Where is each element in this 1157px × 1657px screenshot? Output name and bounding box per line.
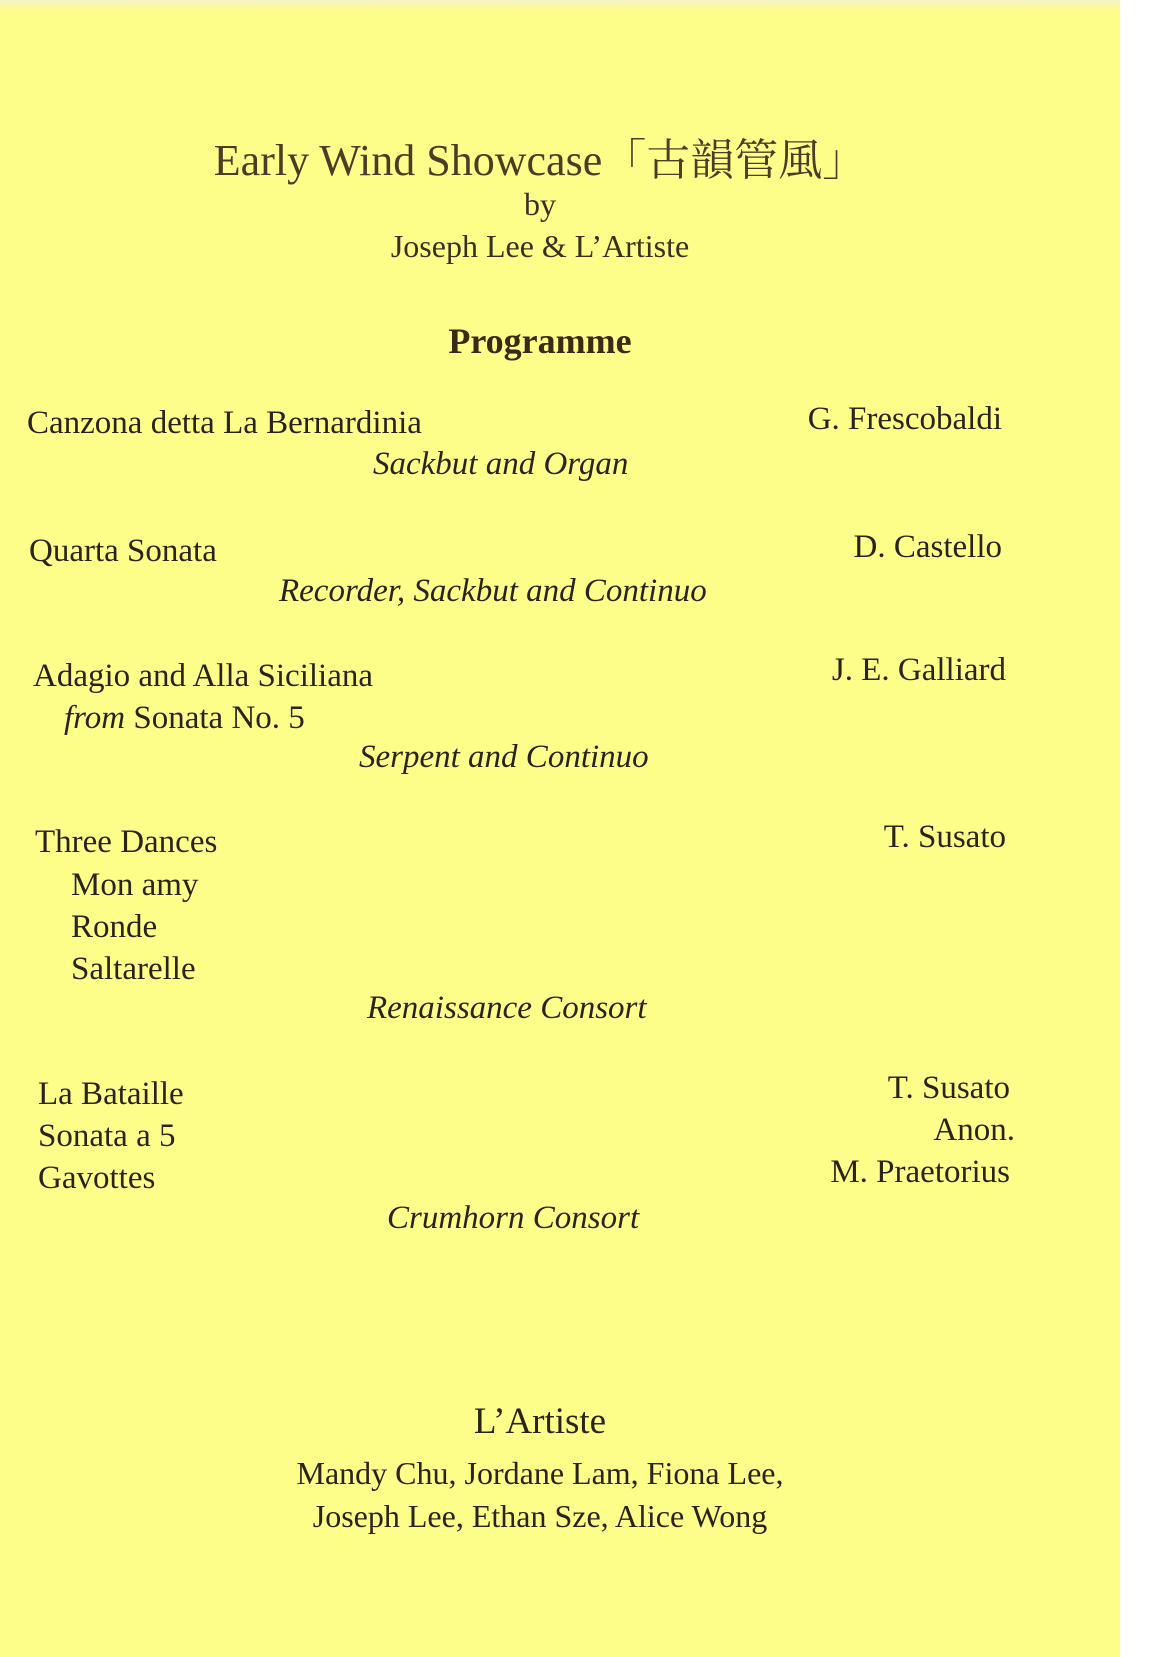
source-work: Sonata No. 5 (125, 700, 305, 736)
dance-3: Saltarelle (71, 951, 196, 987)
composer-4: T. Susato (883, 819, 1006, 855)
piece-title-1: Canzona detta La Bernardinia (27, 405, 422, 441)
from-word: from (64, 700, 126, 736)
composer-3: J. E. Galliard (831, 652, 1006, 688)
composer-5a: T. Susato (887, 1070, 1010, 1106)
composer-5b: Anon. (933, 1112, 1015, 1148)
dance-2: Ronde (71, 909, 158, 945)
composer-2: D. Castello (853, 529, 1002, 565)
scoring-5: Crumhorn Consort (387, 1200, 640, 1236)
concert-title: Early Wind Showcase「古韻管風」 (213, 136, 867, 185)
piece-title-4: Three Dances (35, 824, 218, 860)
scoring-3: Serpent and Continuo (359, 739, 649, 775)
dance-1: Mon amy (71, 867, 199, 903)
paper-top-edge (0, 0, 1120, 10)
by-line: by (524, 186, 556, 222)
piece-title-5c: Gavottes (38, 1160, 156, 1196)
composer-1: G. Frescobaldi (807, 401, 1002, 437)
scoring-4: Renaissance Consort (367, 990, 647, 1026)
piece-title-3: Adagio and Alla Siciliana (33, 658, 374, 694)
piece-source-3 (64, 700, 305, 737)
scoring-2: Recorder, Sackbut and Continuo (279, 573, 707, 609)
ensemble-members-line-1: Mandy Chu, Jordane Lam, Fiona Lee, (296, 1455, 784, 1491)
programme-heading: Programme (448, 321, 632, 361)
piece-title-5a: La Bataille (38, 1076, 184, 1112)
scoring-1: Sackbut and Organ (373, 446, 629, 482)
piece-title-2: Quarta Sonata (29, 533, 217, 569)
ensemble-name: L’Artiste (473, 1401, 607, 1442)
composer-5c: M. Praetorius (830, 1154, 1010, 1190)
ensemble-members-line-2: Joseph Lee, Ethan Sze, Alice Wong (312, 1498, 768, 1534)
piece-title-5b: Sonata a 5 (38, 1118, 176, 1154)
performers-line: Joseph Lee & L’Artiste (390, 228, 690, 264)
